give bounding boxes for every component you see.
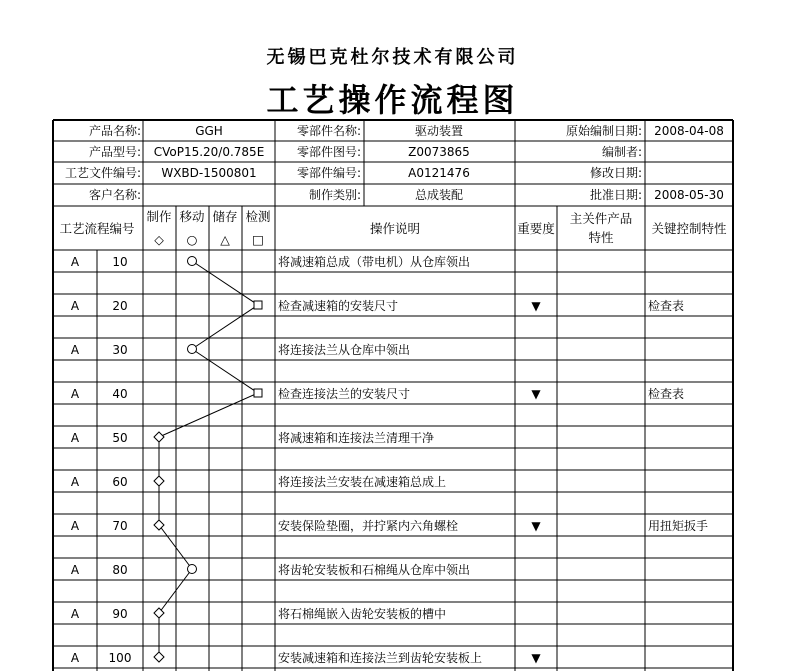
step-revision: A [70,475,80,489]
step-description: 安装减速箱和连接法兰到齿轮安装板上 [278,651,483,665]
step-revision: A [70,431,80,445]
info-label: 产品型号: [88,145,141,159]
step-number: 90 [112,607,128,621]
inspect-square-symbol [254,301,262,309]
make-diamond-symbol [154,432,164,442]
info-value: 2008-04-08 [654,124,724,138]
step-number: 100 [108,651,132,665]
step-description: 将齿轮安装板和石棉绳从仓库中领出 [278,563,471,577]
header-store: 储存 [212,209,238,224]
company-name: 无锡巴克杜尔技术有限公司 [266,47,519,68]
info-label: 原始编制日期: [565,124,642,138]
step-description: 将连接法兰安装在减速箱总成上 [278,475,447,489]
step-importance-marker: ▼ [531,299,541,313]
step-number: 40 [112,387,128,401]
step-revision: A [70,607,80,621]
header-make: 制作 [146,209,172,224]
info-value: Z0073865 [408,145,470,159]
step-description: 将石棉绳嵌入齿轮安装板的槽中 [278,607,447,621]
info-label: 编制者: [601,145,642,159]
step-revision: A [70,651,80,665]
header-key-product: 特性 [588,230,614,245]
header-inspect-symbol: □ [252,232,264,247]
step-description: 将连接法兰从仓库中领出 [278,343,411,357]
make-diamond-symbol [154,520,164,530]
info-label: 零部件编号: [296,166,361,180]
document-title: 工艺操作流程图 [266,81,519,119]
step-description: 检查连接法兰的安装尺寸 [278,387,411,401]
header-key-product: 主关件产品 [569,211,633,226]
step-number: 20 [112,299,128,313]
step-description: 将减速箱总成（带电机）从仓库领出 [278,255,471,269]
step-number: 80 [112,563,128,577]
info-label: 批准日期: [589,188,642,202]
make-diamond-symbol [154,476,164,486]
info-label: 产品名称: [88,124,141,138]
header-key-control: 关键控制特性 [651,221,727,236]
info-label: 工艺文件编号: [64,166,141,180]
step-revision: A [70,563,80,577]
step-control-method: 检查表 [648,387,685,401]
header-make-symbol: ◇ [154,232,164,247]
info-label: 零部件名称: [296,124,361,138]
step-description: 安装保险垫圈，并拧紧内六角螺栓 [278,519,459,533]
step-importance-marker: ▼ [531,519,541,533]
step-revision: A [70,387,80,401]
header-move: 移动 [179,209,205,224]
info-label: 零部件图号: [296,145,361,159]
info-label: 修改日期: [589,166,642,180]
inspect-square-symbol [254,389,262,397]
step-revision: A [70,255,80,269]
flow-connector-line [192,349,258,393]
step-revision: A [70,299,80,313]
step-importance-marker: ▼ [531,651,541,665]
info-value: A0121476 [408,166,470,180]
step-revision: A [70,343,80,357]
make-diamond-symbol [154,652,164,662]
step-description: 将减速箱和连接法兰清理干净 [278,431,435,445]
step-number: 30 [112,343,128,357]
info-label: 客户名称: [88,188,141,202]
header-importance: 重要度 [517,221,555,236]
flow-connector-line [192,305,258,349]
info-value: GGH [195,124,223,138]
header-store-symbol: △ [220,232,230,247]
info-value: WXBD-1500801 [161,166,257,180]
move-circle-symbol [188,257,197,266]
header-move-symbol: ○ [186,232,198,247]
step-number: 70 [112,519,128,533]
info-value: 驱动装置 [414,124,464,138]
step-number: 50 [112,431,128,445]
info-label: 制作类别: [308,188,361,202]
move-circle-symbol [188,565,197,574]
flow-connector-line [192,261,258,305]
make-diamond-symbol [154,608,164,618]
header-inspect: 检测 [245,209,271,224]
info-value: 2008-05-30 [654,188,724,202]
header-description: 操作说明 [369,221,421,236]
step-revision: A [70,519,80,533]
move-circle-symbol [188,345,197,354]
info-value: CVoP15.20/0.785E [153,145,265,159]
header-flow-number: 工艺流程编号 [59,221,135,236]
step-control-method: 检查表 [648,299,685,313]
step-control-method: 用扭矩扳手 [648,519,709,533]
step-importance-marker: ▼ [531,387,541,401]
step-number: 60 [112,475,128,489]
step-number: 10 [112,255,128,269]
info-value: 总成装配 [414,188,464,202]
step-description: 检查减速箱的安装尺寸 [278,299,399,313]
